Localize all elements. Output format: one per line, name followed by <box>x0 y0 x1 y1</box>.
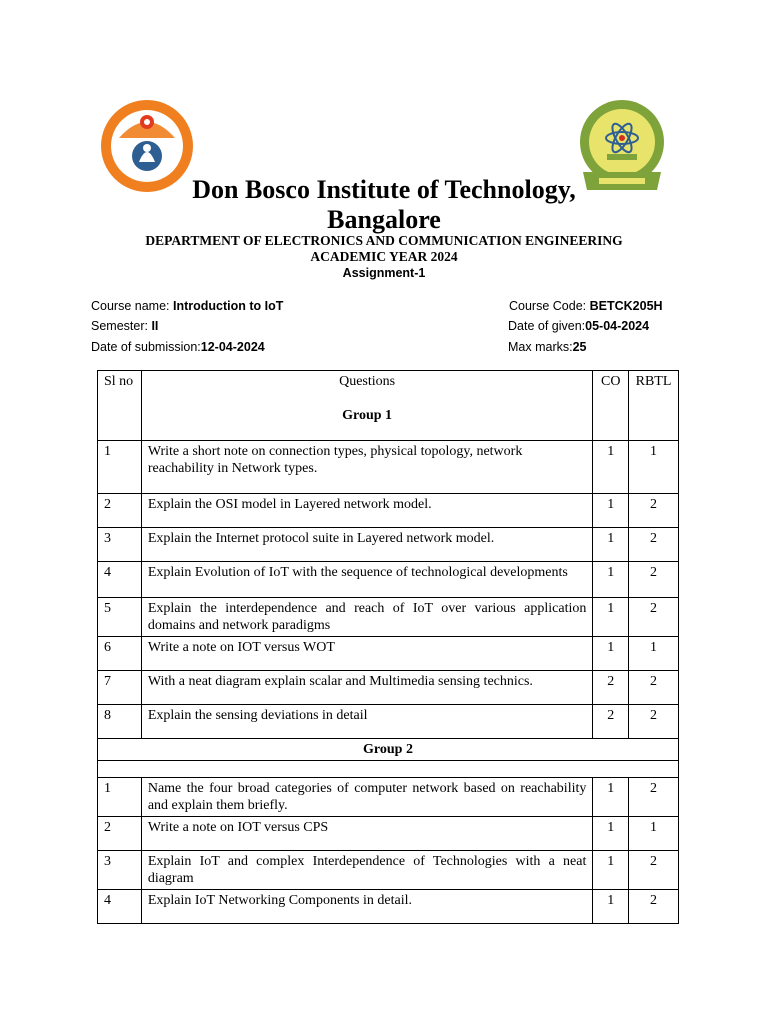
question-text: Write a note on IOT versus CPS <box>141 817 593 851</box>
submission-date-line <box>91 339 265 355</box>
department-title: DEPARTMENT OF ELECTRONICS AND COMMUNICATION ENGINEERING <box>145 233 623 248</box>
question-co: 1 <box>593 441 629 494</box>
submission-date-value: 12-04-2024 <box>200 340 265 354</box>
date-given-label: Date of given: <box>508 319 586 333</box>
table-row <box>98 441 679 494</box>
submission-date-label: Date of submission: <box>91 340 201 354</box>
question-text: Explain IoT Networking Components in detail. <box>141 890 593 924</box>
header-rbtl: RBTL <box>629 371 679 441</box>
question-rbtl: 1 <box>629 637 679 671</box>
course-name-value: Introduction to IoT <box>172 299 284 313</box>
question-text: Explain IoT and complex Interdependence of Technologies with a neat diagram <box>141 851 593 890</box>
question-number: 1 <box>98 441 142 494</box>
header-questions: Questions <box>339 374 396 389</box>
question-co: 1 <box>593 562 629 598</box>
question-co: 1 <box>593 637 629 671</box>
question-number: 5 <box>98 598 142 637</box>
header-sl-no: Sl no <box>98 371 142 441</box>
question-number: 4 <box>98 890 142 924</box>
group2-title-row <box>98 739 679 761</box>
question-number: 4 <box>98 562 142 598</box>
semester-label: Semester: <box>91 319 152 333</box>
question-rbtl: 2 <box>629 598 679 637</box>
question-co: 1 <box>593 890 629 924</box>
question-number: 8 <box>98 705 142 739</box>
question-number: 1 <box>98 778 142 817</box>
question-rbtl: 2 <box>629 671 679 705</box>
question-text: Explain the OSI model in Layered network model. <box>141 494 593 528</box>
semester-line <box>91 318 158 334</box>
header-questions-cell <box>141 371 593 441</box>
header-co: CO <box>593 371 629 441</box>
question-rbtl: 1 <box>629 817 679 851</box>
max-marks-line <box>508 339 587 355</box>
course-name-label: Course name: <box>91 299 173 313</box>
group2-title: Group 2 <box>98 739 679 761</box>
question-rbtl: 2 <box>629 890 679 924</box>
course-code-line <box>509 298 663 314</box>
institute-name: Don Bosco Institute of Technology, <box>192 175 576 204</box>
date-given-value: 05-04-2024 <box>585 319 650 333</box>
course-code-value: BETCK205H <box>589 299 663 313</box>
semester-value: II <box>151 319 159 333</box>
questions-table <box>97 370 679 924</box>
question-text: Explain the sensing deviations in detail <box>141 705 593 739</box>
table-row <box>98 528 679 562</box>
question-text: With a neat diagram explain scalar and Multimedia sensing technics. <box>141 671 593 705</box>
question-number: 2 <box>98 817 142 851</box>
table-row <box>98 778 679 817</box>
question-co: 2 <box>593 705 629 739</box>
assignment-title: Assignment-1 <box>342 266 426 280</box>
spacer-row <box>98 761 679 778</box>
question-text: Explain Evolution of IoT with the sequence of technological developments <box>141 562 593 598</box>
spacer-cell <box>98 761 679 778</box>
question-text: Explain the interdependence and reach of IoT over various application domains and network paradigms <box>141 598 593 637</box>
question-co: 1 <box>593 598 629 637</box>
question-rbtl: 2 <box>629 851 679 890</box>
question-co: 2 <box>593 671 629 705</box>
table-row <box>98 598 679 637</box>
max-marks-label: Max marks: <box>508 340 573 354</box>
institute-city: Bangalore <box>327 205 441 234</box>
question-rbtl: 2 <box>629 562 679 598</box>
course-code-label: Course Code: <box>509 299 590 313</box>
question-number: 3 <box>98 851 142 890</box>
table-row <box>98 890 679 924</box>
date-given-line <box>508 318 649 334</box>
question-rbtl: 2 <box>629 528 679 562</box>
question-rbtl: 2 <box>629 494 679 528</box>
question-rbtl: 2 <box>629 778 679 817</box>
course-name-line <box>91 298 283 314</box>
question-number: 6 <box>98 637 142 671</box>
table-row <box>98 494 679 528</box>
table-row <box>98 637 679 671</box>
table-row <box>98 705 679 739</box>
max-marks-value: 25 <box>572 340 587 354</box>
question-number: 2 <box>98 494 142 528</box>
question-number: 7 <box>98 671 142 705</box>
academic-year: ACADEMIC YEAR 2024 <box>310 249 458 264</box>
question-rbtl: 2 <box>629 705 679 739</box>
question-co: 1 <box>593 851 629 890</box>
question-co: 1 <box>593 528 629 562</box>
question-co: 1 <box>593 494 629 528</box>
group1-title: Group 1 <box>342 408 393 423</box>
question-co: 1 <box>593 778 629 817</box>
table-row <box>98 817 679 851</box>
question-text: Write a note on IOT versus WOT <box>141 637 593 671</box>
question-text: Explain the Internet protocol suite in Layered network model. <box>141 528 593 562</box>
question-text: Write a short note on connection types, physical topology, network reachability in Network types. <box>141 441 593 494</box>
question-number: 3 <box>98 528 142 562</box>
question-co: 1 <box>593 817 629 851</box>
question-rbtl: 1 <box>629 441 679 494</box>
table-row <box>98 851 679 890</box>
question-text: Name the four broad categories of computer network based on reachability and explain them briefly. <box>141 778 593 817</box>
table-row <box>98 671 679 705</box>
table-header-row <box>98 371 679 441</box>
table-row <box>98 562 679 598</box>
